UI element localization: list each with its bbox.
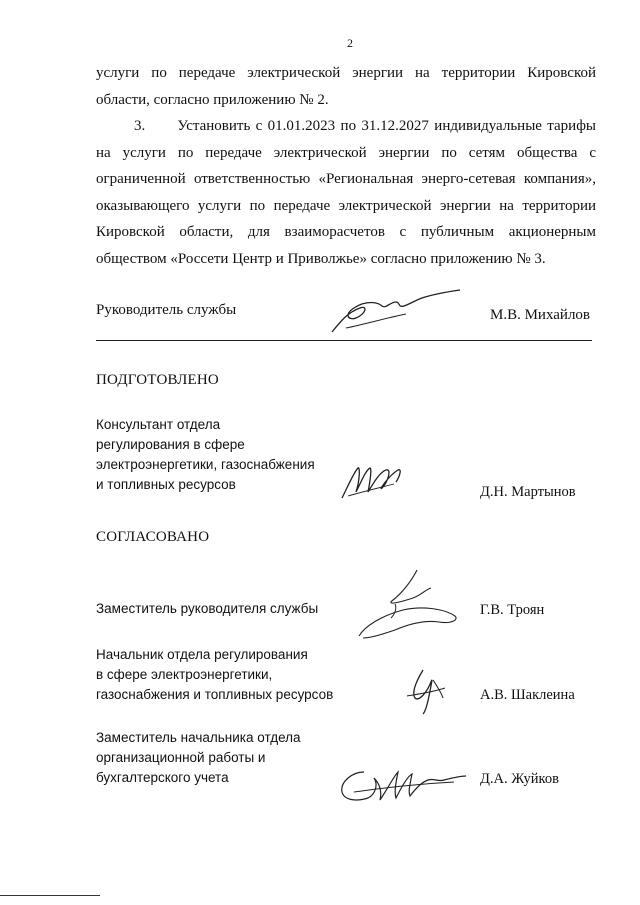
prepared-role [96, 415, 315, 495]
paragraph-continuation [96, 60, 596, 113]
paragraph-line: оказывающего услуги по передаче электрической энергии на территории [96, 197, 596, 214]
agreed-signer-role [96, 645, 333, 705]
paragraph-line: ограниченной ответственностью «Региональная энерго-сетевая компания», [96, 171, 596, 187]
horizontal-rule [96, 340, 592, 341]
paragraph-line: области, согласно приложению № 2. [96, 91, 329, 108]
role-line: электроэнергетики, газоснабжения [96, 457, 315, 472]
prepared-heading: ПОДГОТОВЛЕНО [96, 372, 219, 388]
head-name: М.В. Михайлов [490, 307, 591, 323]
role-line: регулирования в сфере [96, 437, 245, 452]
role-line: Консультант отдела [96, 417, 221, 432]
paragraph-line [96, 113, 596, 140]
role-line: Начальник отдела регулирования [96, 647, 308, 662]
paragraph-number: 3. [134, 118, 146, 134]
role-line: в сфере электроэнергетики, [96, 667, 273, 682]
agreed-signature-image-3 [334, 762, 474, 806]
footer-rule [0, 895, 100, 896]
paragraph-line: на услуги по передаче электрической энергии по сетям общества с [96, 144, 596, 161]
paragraph-text: Установить с 01.01.2023 по 31.12.2027 индивидуальные тарифы [177, 118, 597, 134]
agreed-signature-image-1 [355, 568, 465, 644]
head-role: Руководитель службы [96, 302, 237, 318]
role-line: и топливных ресурсов [96, 477, 236, 492]
role-line: газоснабжения и топливных ресурсов [96, 687, 334, 702]
agreed-signer-name: Г.В. Троян [480, 602, 545, 618]
role-line: Заместитель начальника отдела [96, 730, 301, 745]
prepared-signature-image [338, 462, 408, 502]
role-line: Заместитель руководителя службы [96, 601, 319, 616]
head-signature-image [326, 288, 466, 336]
agreed-signer-role [96, 599, 318, 619]
agreed-signer-name: А.В. Шаклеина [480, 687, 575, 703]
page-number: 2 [347, 36, 353, 50]
agreed-heading: СОГЛАСОВАНО [96, 529, 210, 545]
paragraph-line: обществом «Россети Центр и Приволжье» согласно приложению № 3. [96, 250, 546, 267]
role-line: организационной работы и [96, 750, 266, 765]
agreed-signature-image-2 [403, 666, 453, 716]
paragraph-line: Кировской области, для взаиморасчетов с публичным акционерным [96, 224, 596, 240]
role-line: бухгалтерского учета [96, 770, 229, 785]
paragraph-3 [96, 113, 596, 272]
prepared-name: Д.Н. Мартынов [480, 484, 576, 500]
paragraph-line: услуги по передаче электрической энергии на территории Кировской [96, 65, 596, 81]
agreed-signer-name: Д.А. Жуйков [480, 771, 559, 787]
agreed-signer-role [96, 728, 301, 788]
